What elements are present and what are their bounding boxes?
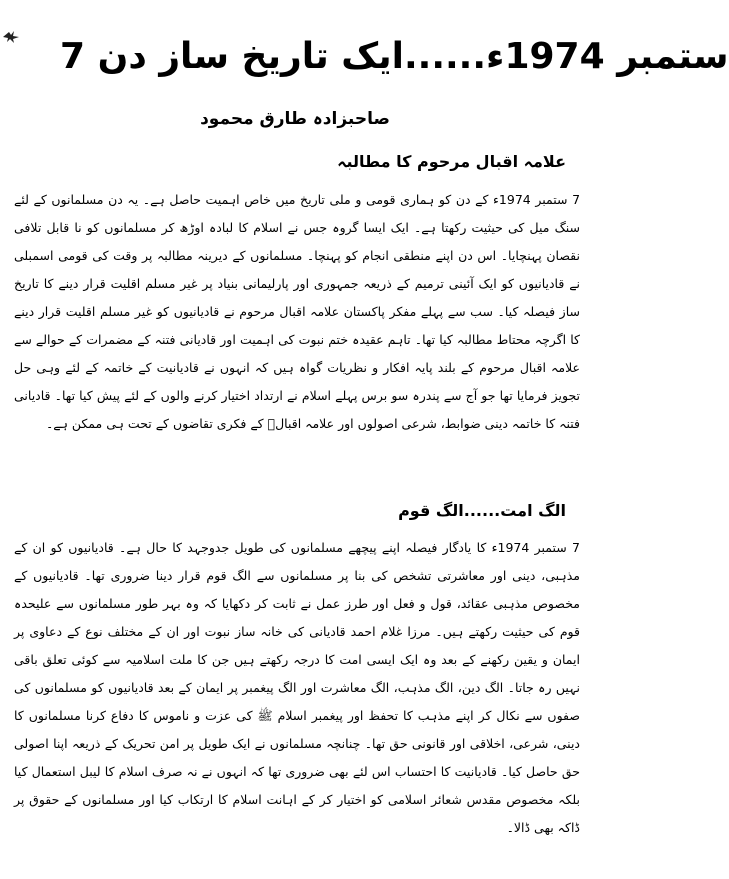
section-heading: علامہ اقبال مرحوم کا مطالبہ bbox=[337, 152, 566, 171]
section-paragraph: 7 ستمبر 1974ء کے دن کو ہماری قومی و ملی تاریخ میں خاص اہمیت حاصل ہے۔ یہ دن مسلمانوں کے لئے سنگ میل کی حیثیت رکھتا ہے۔ ایک ایسا گروہ جس نے اسلام کا لبادہ اوڑھ کر مسلمانوں کو نا قابل تلافی نقصان پہنچایا۔ اس دن اپنے منطقی انجام کو پہنچا۔ مسلمانوں کے دیرینہ مطالبہ پر وقت کی قومی اسمبلی نے قادیانیوں کو ایک آئینی ترمیم کے ذریعہ جمہوری اور پارلیمانی بنیاد پر غیر مسلم اقلیت قرار دینے کا تاریخ ساز فیصلہ کیا۔ سب سے پہلے مفکر پاکستان علامہ اقبال مرحوم نے قادیانیوں کو غیر مسلم اقلیت قرار دینے کا اگرچہ محتاط مطالبہ کیا تھا۔ تاہم عقیدہ ختم نبوت کی اہمیت اور قادیانی فتنہ کے مضمرات کے حوالے سے علامہ اقبال مرحوم کے بلند پایہ افکار و نظریات گواہ ہیں کہ انہوں نے قادیانیت کے خاتمہ کے لئے وہی حل تجویز فرمایا تھا جو آج سے پندرہ سو برس پہلے اسلام نے ارتداد اختیار کرنے والوں کے لئے پیش کیا تھا۔ قادیانی فتنہ کا خاتمہ دینی ضوابط، شرعی اصولوں اور علامہ اقبالؒ کے فکری تقاضوں کے تحت ہی ممکن ہے۔ bbox=[14, 192, 581, 431]
article-title: 7 ستمبر 1974ء......ایک تاریخ ساز دن bbox=[60, 36, 729, 77]
author-name: صاحبزادہ طارق محمود bbox=[200, 109, 390, 129]
section-heading: الگ امت......الگ قوم bbox=[398, 501, 566, 520]
section-paragraph: 7 ستمبر 1974ء کا یادگار فیصلہ اپنے پیچھے مسلمانوں کی طویل جدوجہد کا حال ہے۔ قادیانیوں کو ان کے مذہبی، دینی اور معاشرتی تشخص کی بنا پر مسلمانوں سے الگ قوم قرار دینا ضروری تھا۔ قادیانیوں کے مخصوص مذہبی عقائد، قول و فعل اور طرز عمل نے ثابت کر دکھایا کہ وہ بہر طور مسلمانوں سے علیحدہ قوم کی حیثیت رکھتے ہیں۔ مرزا غلام احمد قادیانی کی خانہ ساز نبوت اور ان کے مختلف نوع کے دعاوی پر ایمان و یقین رکھنے کے بعد وہ ایک ایسی امت کا درجہ رکھتے ہیں جن کا ملت اسلامیہ سے کوئی تعلق باقی نہیں رہ جاتا۔ الگ دین، الگ مذہب، الگ معاشرت اور الگ پیغمبر پر ایمان کے بعد قادیانیوں کو مسلمانوں کی صفوں سے نکال کر اپنے مذہب کا تحفظ اور پیغمبر اسلام ﷺ کی عزت و ناموس کا دفاع کرنا مسلمانوں کا دینی، شرعی، اخلاقی اور قانونی حق تھا۔ چنانچہ مسلمانوں نے ایک طویل پر امن تحریک کے ذریعہ اپنا اصولی حق حاصل کیا۔ قادیانیت کا احتساب اس لئے بھی ضروری تھا کہ انہوں نے نہ صرف اسلام کا لیبل استعمال کیا بلکہ مخصوص مقدس شعائر اسلامی کو اختیار کر کے اہانت اسلام کا ارتکاب کیا اور مسلمانوں کے حقوق پر ڈاکہ بھی ڈالا۔ bbox=[14, 540, 580, 835]
corner-ornament-icon bbox=[2, 30, 20, 44]
